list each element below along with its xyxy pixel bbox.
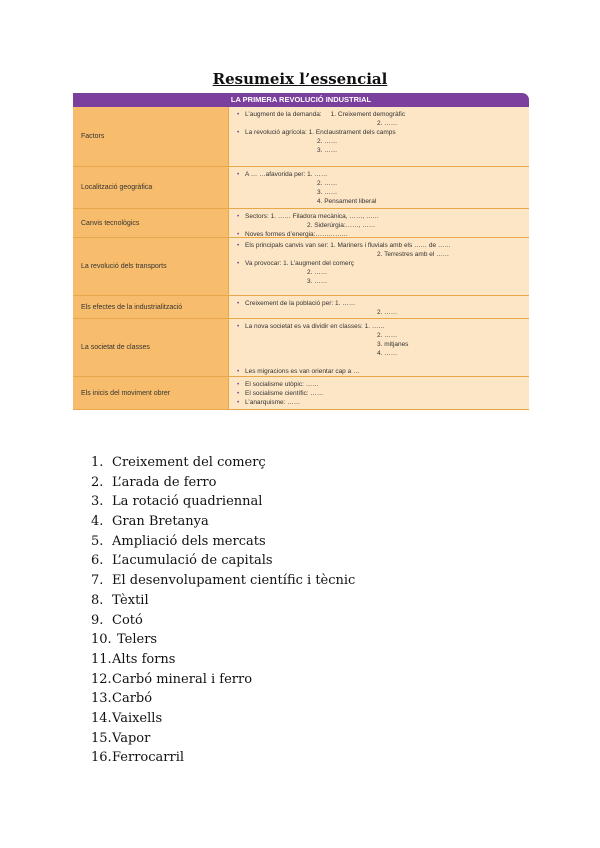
list-item-number: 1. <box>91 455 104 470</box>
row-content <box>229 377 529 409</box>
row-label: Localització geogràfica <box>73 167 229 208</box>
row-line: 3. mitjanes <box>377 341 409 348</box>
list-item-text: L’acumulació de capitals <box>112 553 273 569</box>
table-row <box>73 209 529 238</box>
list-item-number: 8. <box>91 592 104 608</box>
row-content <box>229 319 529 376</box>
list-item <box>91 571 355 591</box>
row-line: • L’anarquisme: …… <box>237 398 523 407</box>
row-line: 2. …… <box>377 120 398 127</box>
list-item-number: 2. <box>91 474 104 490</box>
row-label: La revolució dels transports <box>73 238 229 295</box>
list-item-number: 12. <box>91 671 112 687</box>
list-item-text: Ferrocarril <box>112 750 185 766</box>
row-line: • Noves formes d’energia:…………… <box>237 230 523 239</box>
table-row <box>73 107 529 167</box>
list-item-number: 3. <box>91 494 104 510</box>
list-item <box>91 630 355 650</box>
table-row <box>73 167 529 209</box>
table-row <box>73 296 529 319</box>
list-item-text: Telers <box>117 632 158 648</box>
row-content <box>229 167 529 208</box>
list-item-text: La rotació quadriennal <box>112 494 263 510</box>
row-line: 4. Pensament liberal <box>317 198 377 205</box>
row-line: • Les migracions es van orientar cap a … <box>237 367 523 376</box>
list-item <box>91 512 355 532</box>
list-item <box>91 551 355 571</box>
row-label: Els efectes de la industrialització <box>73 296 229 318</box>
row-line: • L’augment de la demanda: 1. Creixement demogràfic <box>237 110 523 119</box>
row-label: Canvis tecnològics <box>73 209 229 237</box>
list-item <box>91 453 355 473</box>
list-item <box>91 729 355 749</box>
list-item <box>91 591 355 611</box>
list-item <box>91 532 355 552</box>
row-line: 2. Siderúrgia:……, …… <box>307 222 376 229</box>
row-line: 2. …… <box>317 138 338 145</box>
list-item-number: 14. <box>91 710 112 726</box>
summary-table <box>73 93 529 447</box>
list-item-text: Vapor <box>112 730 151 746</box>
row-label: Els inicis del moviment obrer <box>73 377 229 409</box>
list-item-text: El desenvolupament científic i tècnic <box>112 573 356 589</box>
table-row <box>73 377 529 410</box>
row-content <box>229 238 529 295</box>
answer-list <box>91 453 355 768</box>
row-content <box>229 296 529 318</box>
row-content <box>229 107 529 166</box>
row-line: • La revolució agrícola: 1. Enclaustrament dels camps <box>237 128 523 137</box>
table-row <box>73 319 529 377</box>
list-item-text: Tèxtil <box>112 592 149 608</box>
list-item-number: 9. <box>91 612 104 628</box>
list-item <box>91 611 355 631</box>
list-item-text: Carbó <box>112 691 153 707</box>
row-line: 2. …… <box>377 309 398 316</box>
row-line: 3. …… <box>317 189 338 196</box>
list-item-text: Gran Bretanya <box>112 514 209 530</box>
list-item-text: Carbó mineral i ferro <box>112 671 253 687</box>
list-item-text: Vaixells <box>112 710 163 726</box>
list-item-number: 6. <box>91 553 104 569</box>
table-body <box>73 107 529 410</box>
row-line: • El socialisme utòpic: …… <box>237 380 523 389</box>
list-item-number: 10. <box>91 632 112 648</box>
row-line: • Sectors: 1. …… Filadora mecànica, ……, …… <box>237 212 523 221</box>
list-item <box>91 748 355 768</box>
list-item-text: Creixement del comerç <box>112 455 266 470</box>
list-item-number: 13. <box>91 691 112 707</box>
row-line: 2. …… <box>317 180 338 187</box>
row-line: 2. Terrestres amb el …… <box>377 251 450 258</box>
list-item <box>91 709 355 729</box>
list-item <box>91 473 355 493</box>
row-line: • La nova societat es va dividir en classes: 1. …… <box>237 322 523 331</box>
list-item-text: Ampliació dels mercats <box>112 533 266 549</box>
list-item <box>91 670 355 690</box>
row-line: 3. …… <box>317 147 338 154</box>
row-line: • Creixement de la població per: 1. …… <box>237 299 523 308</box>
list-item-number: 16. <box>91 750 112 766</box>
list-item <box>91 689 355 709</box>
row-line <box>237 358 523 367</box>
list-item-text: L’arada de ferro <box>112 474 217 490</box>
row-label: La societat de classes <box>73 319 229 376</box>
table-header: LA PRIMERA REVOLUCIÓ INDUSTRIAL <box>73 93 529 107</box>
row-line: 4. …… <box>377 350 398 357</box>
list-item <box>91 492 355 512</box>
row-line: • El socialisme científic: …… <box>237 389 523 398</box>
row-line: 3. …… <box>307 278 328 285</box>
row-line: 2. …… <box>377 332 398 339</box>
list-item-number: 7. <box>91 573 104 589</box>
list-item <box>91 650 355 670</box>
list-item-number: 4. <box>91 514 104 530</box>
page-title: Resumeix l’essencial <box>212 70 388 88</box>
list-item-text: Cotó <box>112 612 143 628</box>
row-line: • A … …afavorida per: 1. …… <box>237 170 523 179</box>
list-item-number: 5. <box>91 533 104 549</box>
row-line: • Va provocar: 1. L’augment del comerç <box>237 259 523 268</box>
row-line: 2. …… <box>307 269 328 276</box>
list-item-number: 11. <box>91 651 112 667</box>
list-item-text: Alts forns <box>112 651 176 667</box>
row-line: • Els principals canvis van ser: 1. Mariners i fluvials amb els …… de …… <box>237 241 523 250</box>
list-item-number: 15. <box>91 730 112 746</box>
table-row <box>73 238 529 296</box>
row-content <box>229 209 529 237</box>
row-label: Factors <box>73 107 229 166</box>
